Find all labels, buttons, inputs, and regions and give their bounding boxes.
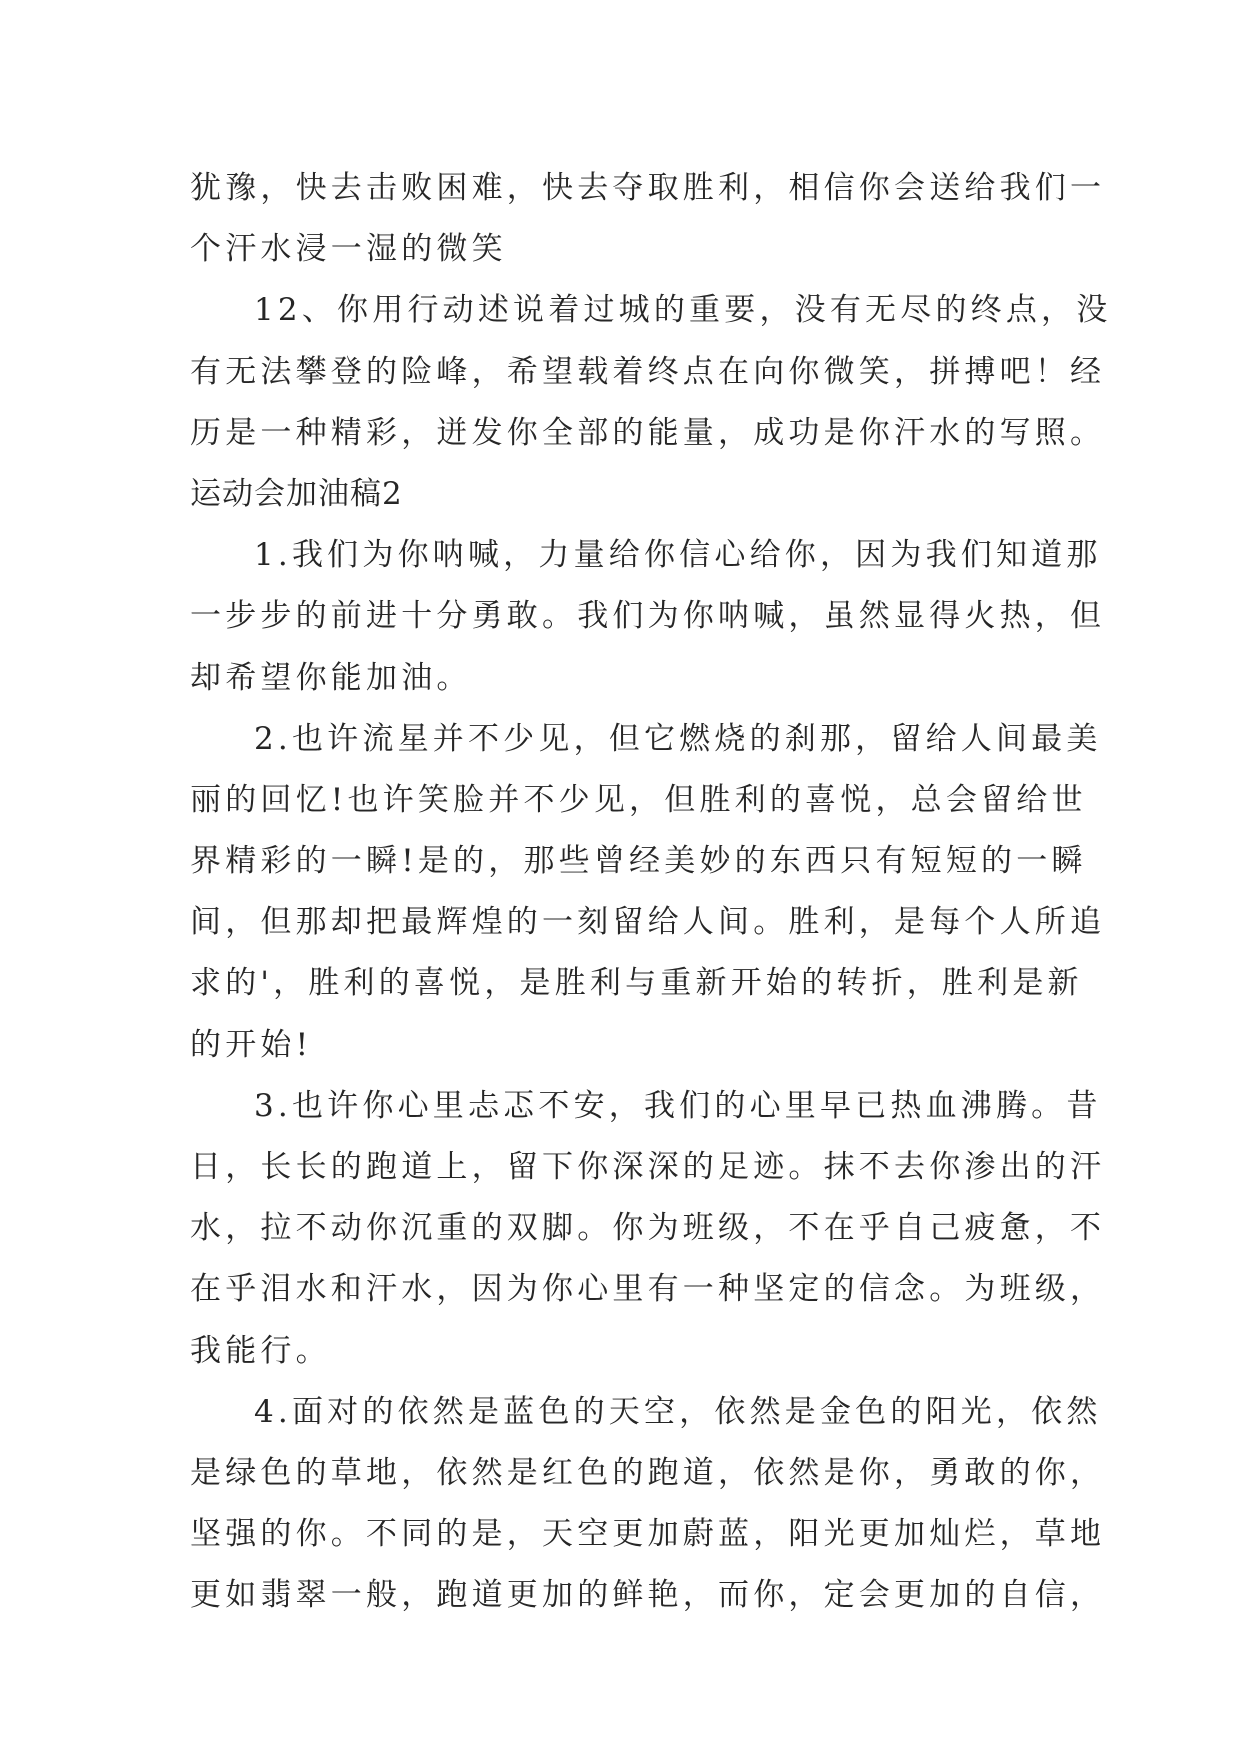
text-line: 间，但那却把最辉煌的一刻留给人间。胜利，是每个人所追 (190, 904, 1106, 941)
text-line: 坚强的你。不同的是，天空更加蔚蓝，阳光更加灿烂，草地 (190, 1516, 1106, 1553)
text-line: 2.也许流星并不少见，但它燃烧的刹那，留给人间最美 (254, 720, 1102, 757)
text-line: 日，长长的跑道上，留下你深深的足迹。抹不去你渗出的汗 (190, 1149, 1106, 1185)
text-line: 犹豫，快去击败困难，快去夺取胜利，相信你会送给我们一 (190, 170, 1106, 206)
text-line: 在乎泪水和汗水，因为你心里有一种坚定的信念。为班级， (190, 1271, 1106, 1308)
text-line: 一步步的前进十分勇敢。我们为你呐喊，虽然显得火热，但 (190, 598, 1106, 635)
text-line: 求的'，胜利的喜悦，是胜利与重新开始的转折，胜利是新 (190, 965, 1083, 1002)
text-line: 4.面对的依然是蓝色的天空，依然是金色的阳光，依然 (254, 1393, 1102, 1430)
text-line: 更如翡翠一般，跑道更加的鲜艳，而你，定会更加的自信， (190, 1577, 1106, 1614)
text-line: 丽的回忆!也许笑脸并不少见，但胜利的喜悦，总会留给世 (190, 781, 1087, 818)
text-line: 却希望你能加油。 (190, 659, 472, 696)
text-line: 历是一种精彩，迸发你全部的能量，成功是你汗水的写照。 (190, 414, 1106, 451)
text-line: 水，拉不动你沉重的双脚。你为班级，不在乎自己疲惫，不 (190, 1210, 1106, 1247)
text-line: 是绿色的草地，依然是红色的跑道，依然是你，勇敢的你， (190, 1454, 1106, 1491)
text-line: 个汗水浸一湿的微笑 (190, 231, 507, 268)
text-line: 的开始! (190, 1026, 313, 1063)
document-page (190, 158, 1112, 1627)
text-line: 界精彩的一瞬!是的，那些曾经美妙的东西只有短短的一瞬 (190, 843, 1087, 880)
text-line: 3.也许你心里忐忑不安，我们的心里早已热血沸腾。昔 (254, 1087, 1102, 1124)
text-line: 1.我们为你呐喊，力量给你信心给你，因为我们知道那 (254, 537, 1102, 574)
text-line: 12、你用行动述说着过城的重要，没有无尽的终点，没 (254, 292, 1112, 329)
section-heading: 运动会加油稿2 (190, 475, 403, 512)
text-line: 我能行。 (190, 1332, 331, 1369)
text-line: 有无法攀登的险峰，希望载着终点在向你微笑，拼搏吧！经 (190, 353, 1106, 390)
